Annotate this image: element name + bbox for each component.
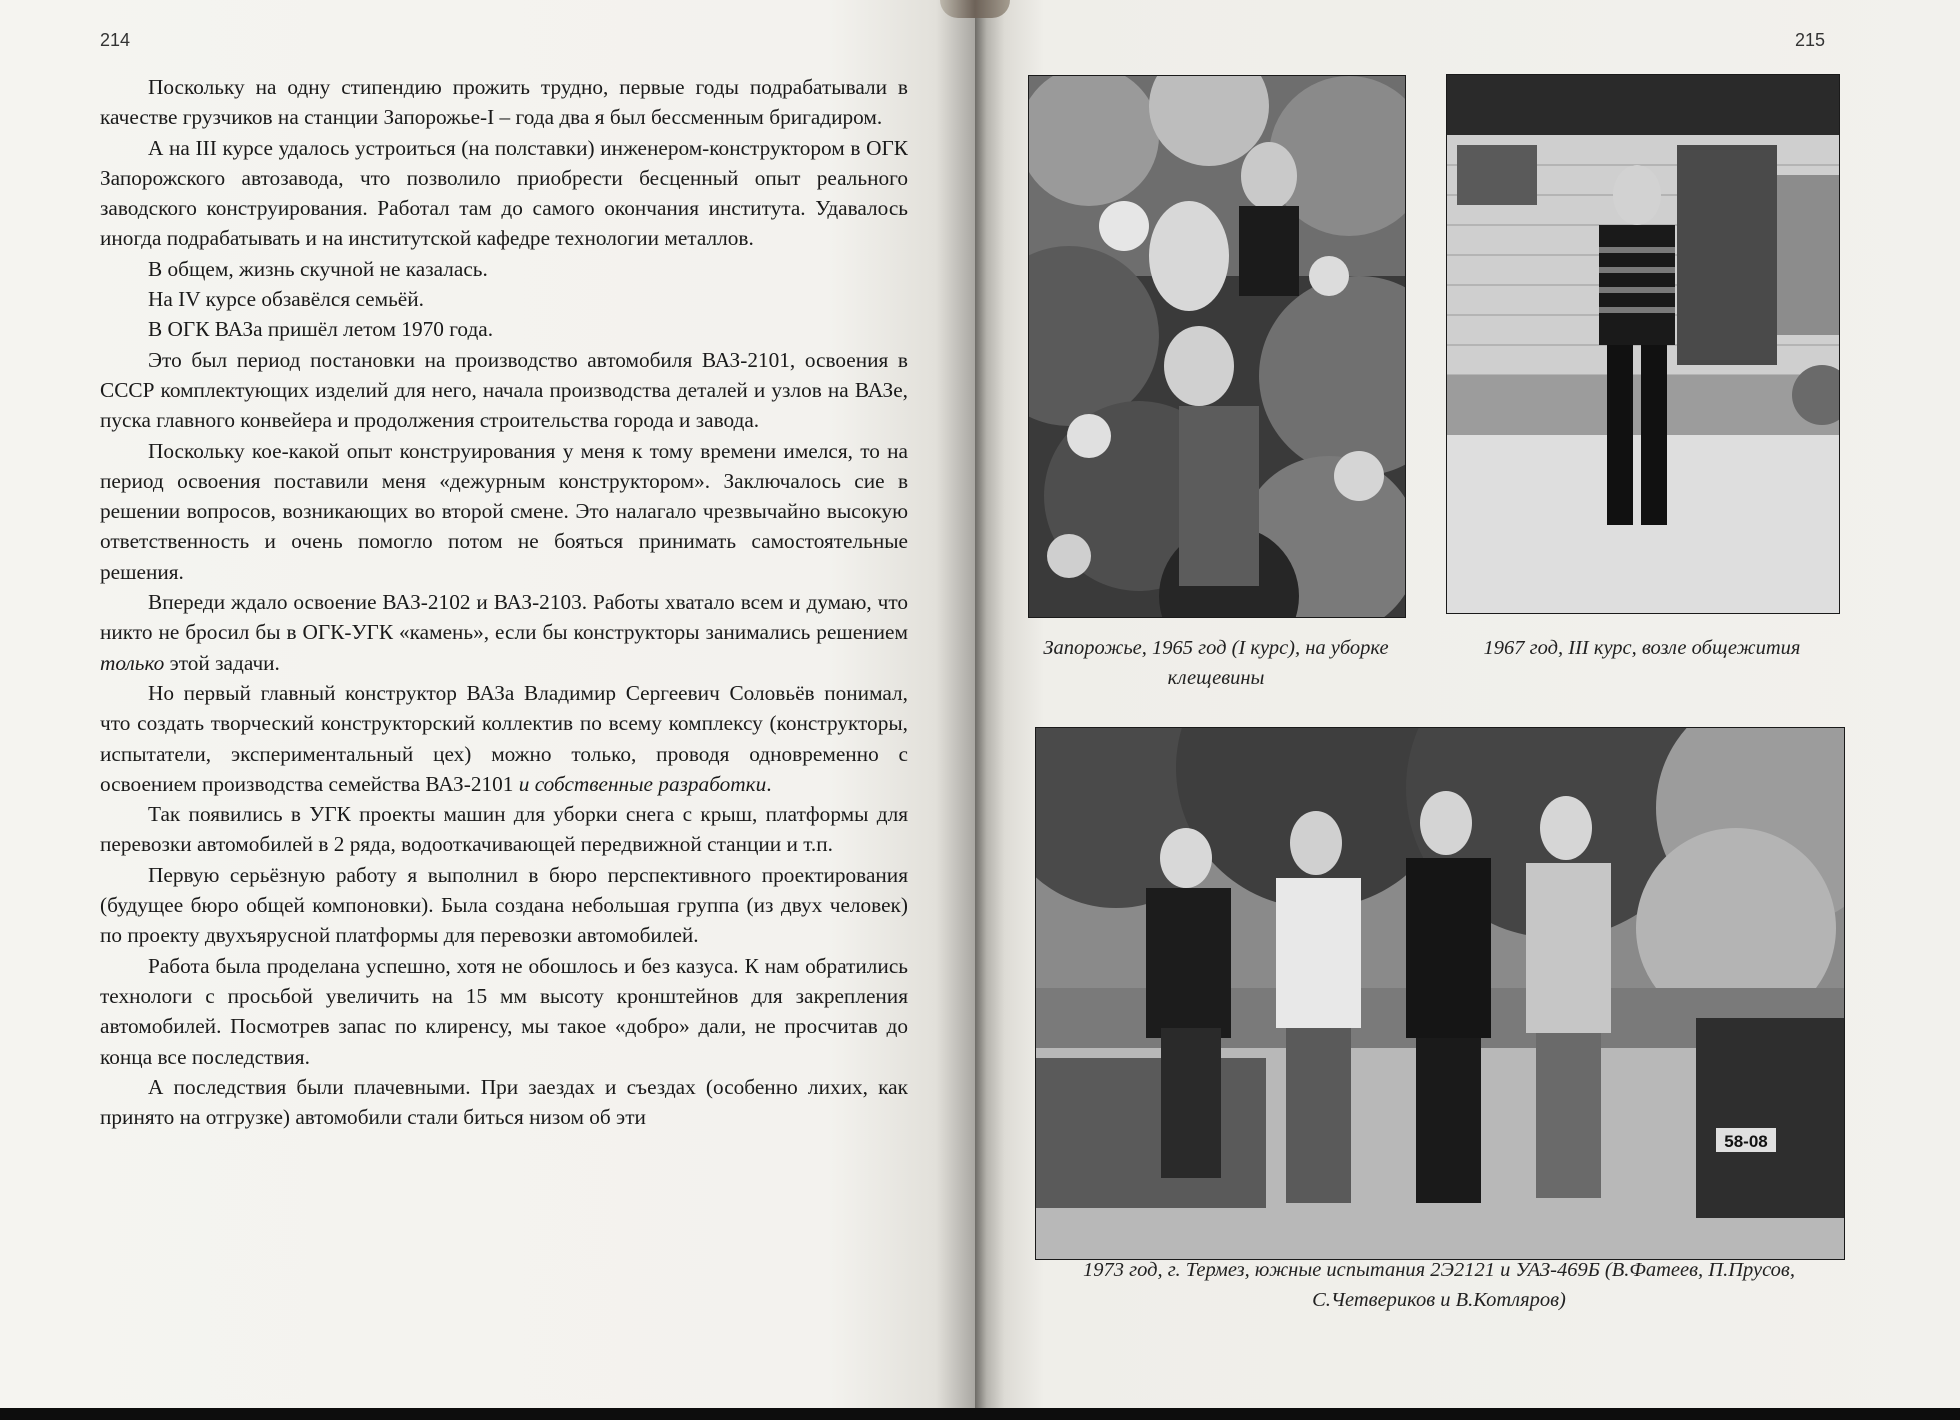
left-page [0,0,975,1410]
paragraph: Работа была проделана успешно, хотя не обошлось и без казуса. К нам обратились технологи с просьбой увеличить на 15 мм высоту кронштейнов для закрепления автомобилей. Посмотрев запас по клиренсу, мы такое «добро» дали, не просчитав до конца все последствия. [100,953,908,1069]
scan-edge [0,1408,1960,1420]
paragraph: В общем, жизнь скучной не казалась. [148,256,488,281]
photo-zaporozhye-1965 [1028,75,1406,618]
page-number-left: 214 [100,30,131,50]
paragraph: В ОГК ВАЗа пришёл летом 1970 года. [148,317,494,342]
paragraph: На IV курсе обзавёлся семьёй. [148,287,424,312]
paragraph: Это был период постановки на производство автомобиля ВАЗ-2101, освоения в СССР комплектующих изделий для него, начала производства деталей и узлов на ВАЗе, пуска главного конвейера и продолжения строительства города и завода. [100,347,908,433]
paragraph: Впереди ждало освоение ВАЗ-2102 и ВАЗ-2103. Работы хватало всем и думаю, что никто не бросил бы в ОГК-УГК «камень», если бы конструкторы занимались решением только этой задачи. [100,590,908,675]
paragraph: Но первый главный конструктор ВАЗа Владимир Сергеевич Соловьёв понимал, что создать творческий конструкторский коллектив по всему комплексу (конструкторы, испытатели, экспериментальный цех) можно только, проводя одновременно с освоением производства семейства ВАЗ-2101 и собственные разработки. [100,680,908,796]
license-plate-text: 58-08 [1724,1132,1768,1151]
paragraph: Первую серьёзную работу я выполнил в бюро перспективного проектирования (будущее бюро общей компоновки). Была создана небольшая группа (из двух человек) по проекту двухъярусной платформы для перевозки автомобилей. [100,862,908,948]
paragraph: Так появились в УГК проекты машин для уборки снега с крыш, платформы для перевозки автомобилей в 2 ряда, водооткачивающей передвижной станции и т.п. [100,802,908,857]
photo-dormitory-1967 [1446,74,1840,614]
paragraph: А на III курсе удалось устроиться (на полставки) инженером-конструктором в ОГК Запорожского автозавода, что позволило приобрести бесценный опыт реального заводского конструирования. Работал там до самого окончания института. Удавалось иногда подрабатывать и на институтской кафедре технологии металлов. [100,135,908,251]
paragraph: Поскольку на одну стипендию прожить трудно, первые годы подрабатывали в качестве грузчиков на станции Запорожье-I – года два я был бессменным бригадиром. [100,75,908,130]
photo-termez-1973 [1035,727,1845,1260]
paragraph: А последствия были плачевными. При заездах и съездах (особенно лихих, как принято на отгрузке) автомобили стали биться низом об эти [100,1074,908,1130]
body-text [100,72,908,1132]
paragraph: Поскольку кое-какой опыт конструирования у меня к тому времени имелся, то на период освоения поставили меня «дежурным конструктором». Заключалось сие в решении вопросов, возникающих во второй смене. Это налагало чрезвычайно высокую ответственность и очень помогло потом не бояться принимать самостоятельные решения. [100,438,908,584]
book-spine [940,0,1010,18]
caption-photo-1: Запорожье, 1965 год (I курс), на уборке клещевины [1043,637,1389,689]
page-number-right: 215 [1795,30,1826,50]
caption-photo-2: 1967 год, III курс, возле общежития [1483,637,1801,659]
caption-photo-3: 1973 год, г. Термез, южные испытания 2Э2121 и УАЗ-469Б (В.Фатеев, П.Прусов, С.Четвериков и В.Котляров) [1083,1259,1795,1311]
